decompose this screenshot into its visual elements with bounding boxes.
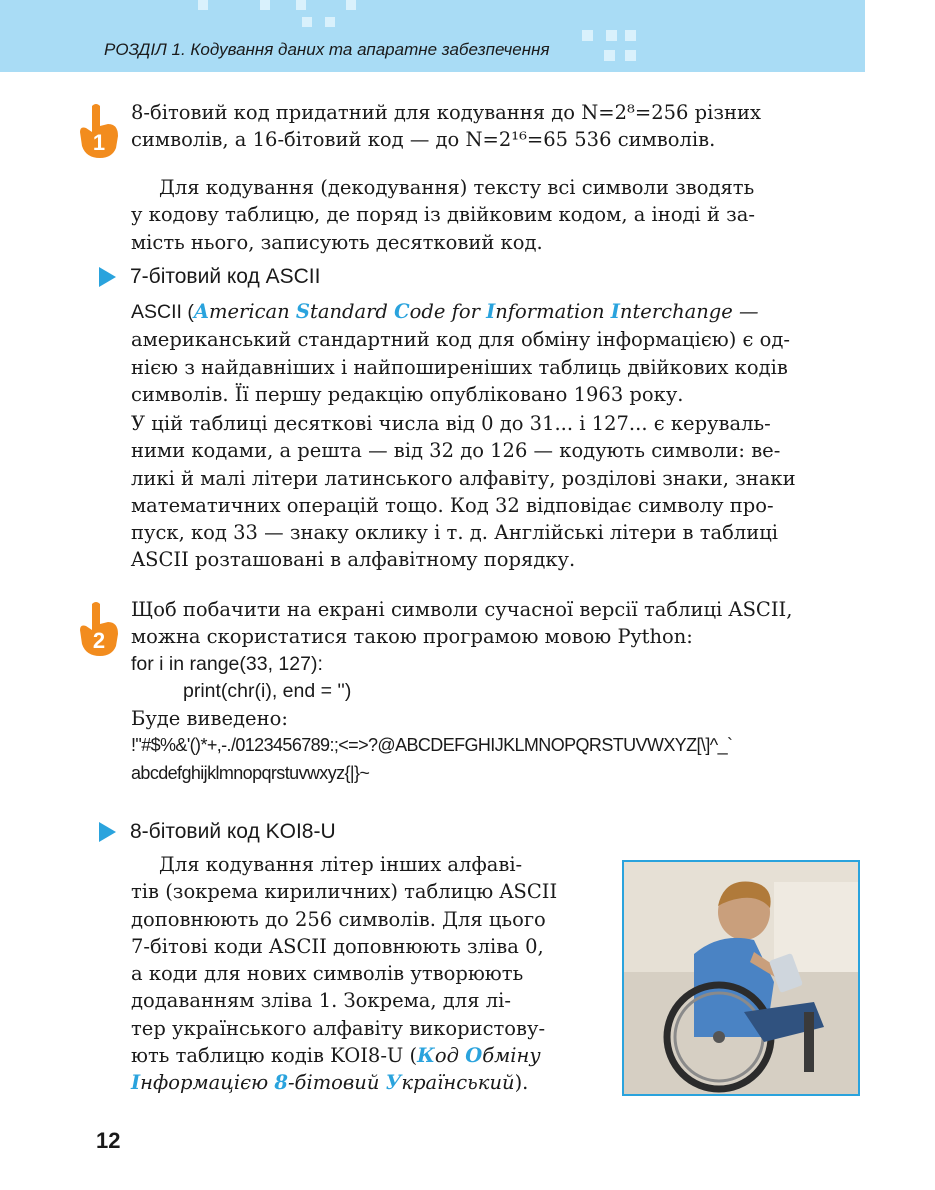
decor-pixel bbox=[604, 50, 615, 61]
koi-line: тів (зокрема кириличних) таблицю ASCII bbox=[131, 880, 558, 904]
acronym-letter: 8 bbox=[274, 1071, 288, 1095]
koi-line: 7-бітові коди ASCII доповнюють зліва 0, bbox=[131, 934, 544, 958]
triangle-bullet-icon bbox=[99, 267, 116, 287]
ascii-line: нією з найдавніших і найпоширеніших таблиць двійкових кодів bbox=[131, 355, 788, 379]
acronym-letter: C bbox=[394, 300, 410, 323]
page-number: 12 bbox=[96, 1128, 121, 1153]
text-fragment: бміну bbox=[482, 1044, 541, 1068]
ascii-paragraph-1 bbox=[131, 298, 860, 408]
acronym-letter: I bbox=[486, 300, 496, 323]
text-fragment: од bbox=[434, 1044, 466, 1068]
text-fragment: нформацією bbox=[140, 1071, 275, 1095]
triangle-bullet-icon bbox=[99, 822, 116, 842]
acronym-letter: І bbox=[131, 1071, 141, 1095]
photo-illustration bbox=[624, 862, 858, 1094]
koi-line: доповнюють до 256 символів. Для цього bbox=[131, 907, 546, 931]
text-fragment: ють таблицю кодів KOI8-U ( bbox=[131, 1044, 418, 1068]
acronym-letter: I bbox=[610, 300, 620, 323]
note-2-text bbox=[131, 596, 860, 787]
intro-paragraph bbox=[131, 174, 860, 256]
koi-line: тер українського алфавіту використову- bbox=[131, 1016, 546, 1040]
decor-pixel bbox=[346, 0, 356, 10]
chapter-title: РОЗДІЛ 1. Кодування даних та апаратне забезпечення bbox=[104, 40, 550, 59]
code-line: print(chr(i), end = '') bbox=[183, 679, 352, 702]
ascii-line: математичних операцій тощо. Код 32 відповідає символу про- bbox=[131, 493, 774, 517]
pointing-hand-icon bbox=[78, 102, 120, 158]
intro-line: мість нього, записують десятковий код. bbox=[131, 230, 543, 254]
decor-pixel bbox=[296, 0, 306, 10]
text-fragment: ode for bbox=[409, 300, 487, 323]
output-line: !"#$%&'()*+,-./0123456789:;<=>?@ABCDEFGHIJKLMNOPQRSTUVWXYZ[\]^_` bbox=[131, 735, 733, 756]
svg-text:1: 1 bbox=[92, 130, 106, 155]
section-heading-label: 7-бітовий код ASCII bbox=[130, 265, 321, 288]
koi-line: а коди для нових символів утворюють bbox=[131, 962, 524, 986]
acronym-letter: A bbox=[193, 300, 209, 323]
koi-line: додаванням зліва 1. Зокрема, для лі- bbox=[131, 989, 511, 1013]
ascii-line: символів. Її першу редакцію опубліковано 1963 року. bbox=[131, 382, 684, 406]
text-fragment: tandard bbox=[309, 300, 395, 323]
ascii-paragraph-2 bbox=[131, 410, 860, 574]
output-line: abcdefghijklmnopqrstuvwxyz{|}~ bbox=[131, 762, 370, 783]
acronym-letter: О bbox=[465, 1044, 483, 1068]
text-fragment: країнський bbox=[401, 1071, 515, 1095]
svg-text:2: 2 bbox=[92, 628, 106, 653]
text-fragment: nterchange — bbox=[619, 300, 759, 323]
output-label: Буде виведено: bbox=[131, 707, 288, 731]
note-1-line: символів, а 16-бітовий код — до N=2¹⁶=65 536 символів. bbox=[131, 128, 716, 152]
photo-boy-wheelchair-tablet bbox=[622, 860, 860, 1096]
decor-pixel bbox=[325, 17, 335, 27]
note-1-text bbox=[131, 99, 860, 154]
acronym-letter: К bbox=[417, 1044, 435, 1068]
text-fragment: merican bbox=[208, 300, 296, 323]
ascii-line: ASCII розташовані в алфавітному порядку. bbox=[131, 548, 576, 572]
decor-pixel bbox=[625, 50, 636, 61]
text-fragment: nformation bbox=[495, 300, 611, 323]
acronym-letter: У bbox=[385, 1071, 402, 1095]
ascii-line: пуск, код 33 — знаку оклику і т. д. Англійські літери в таблиці bbox=[131, 521, 779, 545]
text-fragment: ). bbox=[514, 1071, 529, 1095]
koi-line-acronym bbox=[131, 1069, 581, 1096]
text-fragment: -бітовий bbox=[287, 1071, 386, 1095]
intro-line: Для кодування (декодування) тексту всі символи зводять bbox=[159, 176, 755, 199]
ascii-line: ликі й малі літери латинського алфавіту, розділові знаки, знаки bbox=[131, 466, 796, 490]
koi-line: Для кодування літер інших алфаві- bbox=[159, 853, 523, 876]
ascii-line-acronym bbox=[131, 298, 860, 326]
intro-line: у кодову таблицю, де поряд із двійковим кодом, а іноді й за- bbox=[131, 203, 755, 227]
decor-pixel bbox=[606, 30, 617, 41]
decor-pixel bbox=[260, 0, 270, 10]
section-heading-label: 8-бітовий код KOI8-U bbox=[130, 820, 336, 843]
note-1-line: 8-бітовий код придатний для кодування до N=2⁸=256 різних bbox=[131, 101, 761, 124]
decor-pixel bbox=[198, 0, 208, 10]
ascii-line: американський стандартний код для обміну інформацією) є од- bbox=[131, 328, 790, 352]
section-heading-koi8u bbox=[99, 820, 336, 844]
pointing-hand-icon bbox=[78, 600, 120, 656]
note-2-line: можна скористатися такою програмою мовою Python: bbox=[131, 625, 693, 649]
text-fragment: ASCII ( bbox=[131, 301, 194, 323]
decor-pixel bbox=[302, 17, 312, 27]
koi8u-paragraph bbox=[131, 851, 581, 1097]
acronym-letter: S bbox=[295, 300, 310, 323]
decor-pixel bbox=[625, 30, 636, 41]
ascii-line: У цій таблиці десяткові числа від 0 до 31... і 127... є керуваль- bbox=[131, 412, 771, 435]
koi-line-acronym bbox=[131, 1042, 581, 1069]
section-heading-ascii bbox=[99, 265, 320, 289]
decor-pixel bbox=[582, 30, 593, 41]
ascii-line: ними кодами, а решта — від 32 до 126 — кодують символи: ве- bbox=[131, 439, 781, 463]
note-2-line: Щоб побачити на екрані символи сучасної версії таблиці ASCII, bbox=[131, 598, 793, 621]
header-band bbox=[0, 0, 865, 72]
code-line: for i in range(33, 127): bbox=[131, 652, 323, 675]
